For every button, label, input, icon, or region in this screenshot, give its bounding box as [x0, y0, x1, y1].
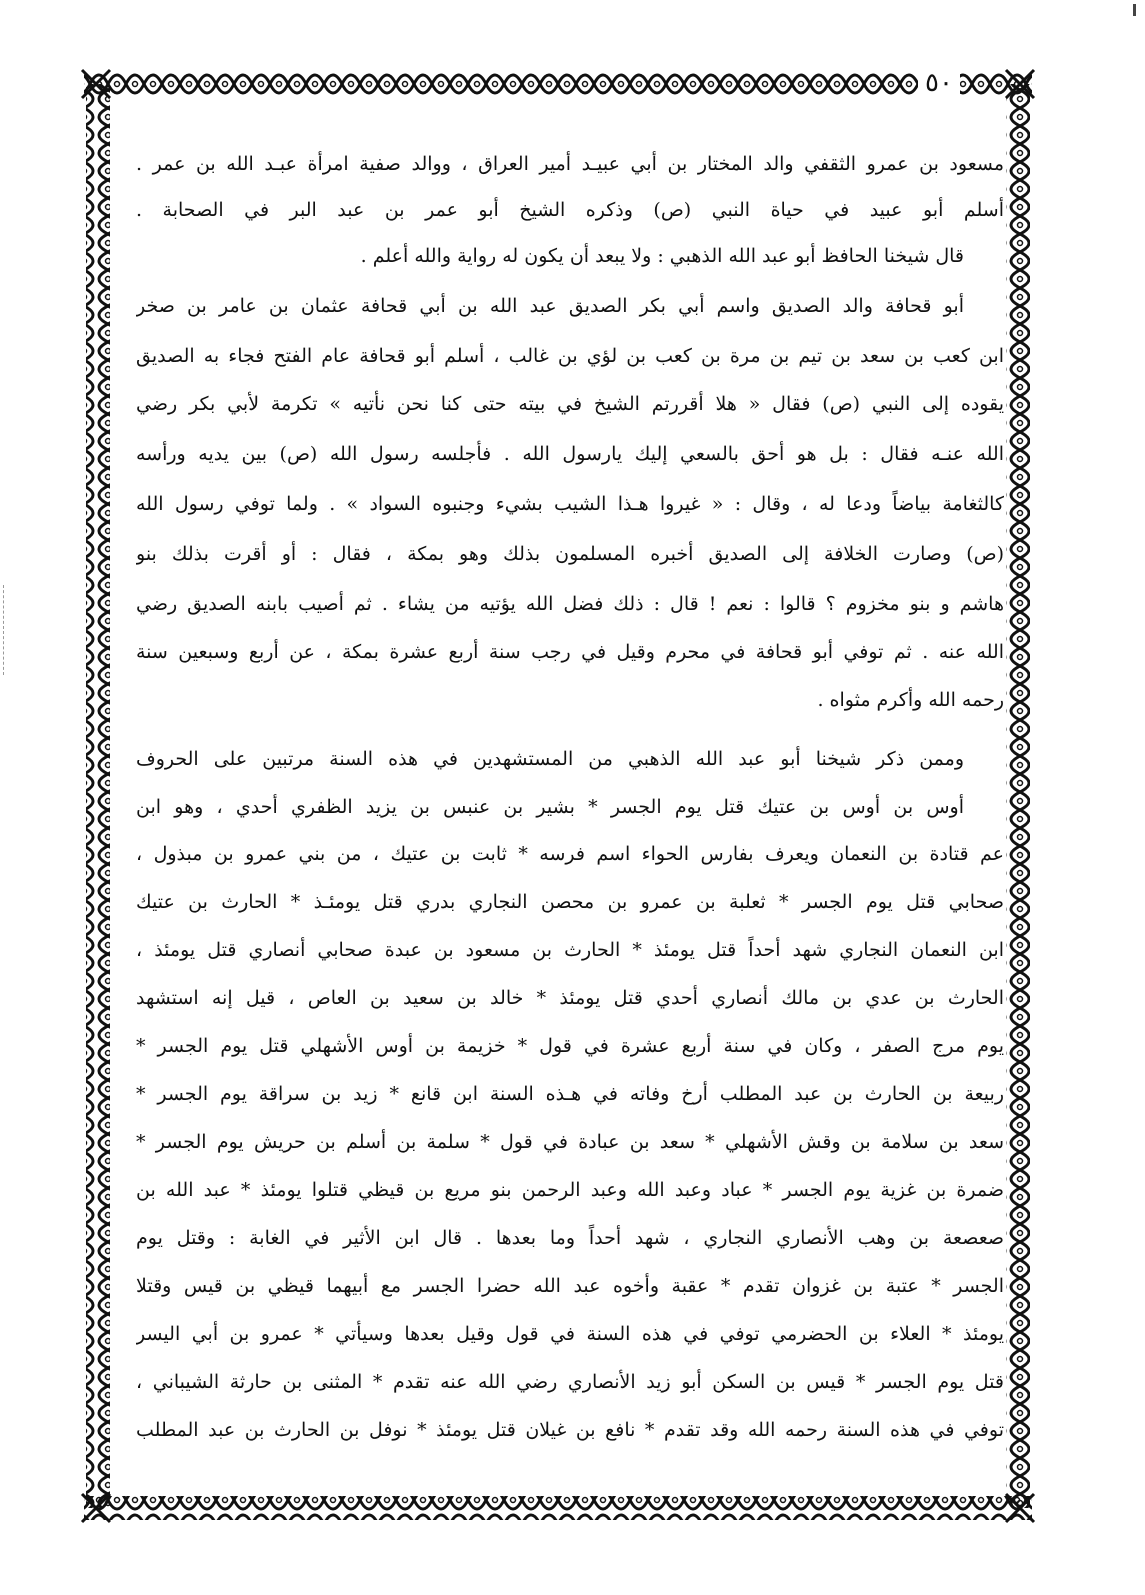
text-line: الله عنـه فقال : بل هو أحق بالسعي إليك يارسول الله . فأجلسه رسول الله (ص) بين يديه ورأسه	[136, 443, 1004, 465]
text-line: ابن النعمان النجاري شهد أحداً قتل يومئذ * الحارث بن مسعود بن عبدة صحابي أنصاري قتل يومئذ ،	[136, 939, 1004, 961]
border-bottom	[84, 1496, 1032, 1520]
border-left	[86, 84, 110, 1508]
text-line: الجسر * عتبة بن غزوان تقدم * عقبة وأخوه عبد الله حضرا الجسر مع أبيهما قيظي بن قيس وقتلا	[136, 1275, 1004, 1297]
text-line: توفي في هذه السنة رحمه الله وقد تقدم * نافع بن غيلان قتل يومئذ * نوفل بن الحارث بن عبد المطلب	[136, 1419, 1004, 1441]
text-line: يوم مرج الصفر ، وكان في سنة أربع عشرة في قول * خزيمة بن أوس الأشهلي قتل يوم الجسر *	[136, 1035, 1004, 1057]
page-number: ٥٠	[918, 68, 960, 98]
text-line: أبو قحافة والد الصديق واسم أبي بكر الصديق عبد الله بن أبي قحافة عثمان بن عامر بن صخر	[136, 295, 964, 317]
text-line: قتل يوم الجسر * قيس بن السكن أبو زيد الأنصاري رضي الله عنه تقدم * المثنى بن حارثة الشيباني ،	[136, 1371, 1004, 1393]
text-line: ابن كعب بن سعد بن تيم بن مرة بن كعب بن لؤي بن غالب ، أسلم أبو قحافة عام الفتح فجاء به الصديق	[136, 345, 1004, 367]
text-line: ربيعة بن الحارث بن عبد المطلب أرخ وفاته في هـذه السنة ابن قانع * زيد بن سراقة يوم الجسر *	[136, 1083, 1004, 1105]
text-line: رحمه الله وأكرم مثواه .	[817, 689, 1004, 711]
text-line: هاشم و بنو مخزوم ؟ قالوا : نعم ! قال : ذلك فضل الله يؤتيه من يشاء . ثم أصيب بابنه الصديق رضي	[136, 593, 1004, 615]
text-line: قال شيخنا الحافظ أبو عبد الله الذهبي : ولا يبعد أن يكون له رواية والله أعلم .	[360, 245, 964, 267]
text-line: يقوده إلى النبي (ص) فقال « هلا أقررتم الشيخ في بيته حتى كنا نحن نأتيه » تكرمة لأبي بكر رضي	[136, 393, 1004, 415]
text-line: وممن ذكر شيخنا أبو عبد الله الذهبي من المستشهدين في هذه السنة مرتبين على الحروف	[136, 748, 964, 770]
text-line: الله عنه . ثم توفي أبو قحافة في محرم وقيل في رجب سنة أربع عشرة بمكة ، عن أربع وسبعين سنة	[136, 641, 1004, 663]
text-line: يومئذ * العلاء بن الحضرمي توفي في هذه السنة في قول وقيل بعدها وسيأتي * عمرو بن أبي اليسر	[136, 1323, 1004, 1345]
border-top	[84, 72, 1032, 96]
text-line: أسلم أبو عبيد في حياة النبي (ص) وذكره الشيخ أبو عمر بن عبد البر في الصحابة .	[136, 199, 1004, 221]
text-body	[136, 145, 1004, 1490]
text-line: أوس بن أوس بن عتيك قتل يوم الجسر * بشير بن عنبس بن يزيد الظفري أحدي ، وهو ابن	[136, 796, 964, 818]
text-line: كالثغامة بياضاً ودعا له ، وقال : « غيروا هـذا الشيب بشيء وجنبوه السواد » . ولما توفي رسول الله	[136, 493, 1004, 515]
text-line: الحارث بن عدي بن مالك أنصاري أحدي قتل يومئذ * خالد بن سعيد بن العاص ، قيل إنه استشهد	[136, 987, 1004, 1009]
text-line: ضمرة بن غزية يوم الجسر * عباد وعبد الله وعبد الرحمن بنو مريع بن قيظي قتلوا يومئذ * عبد الله بن	[136, 1179, 1004, 1201]
border-right	[1006, 84, 1030, 1508]
text-line: (ص) وصارت الخلافة إلى الصديق أخبره المسلمون بذلك وهو بمكة ، فقال : أو أقرت بذلك بنو	[136, 543, 1004, 565]
scan-edge-mark	[3, 585, 5, 675]
text-line: سعد بن سلامة بن وقش الأشهلي * سعد بن عبادة في قول * سلمة بن أسلم بن حريش يوم الجسر *	[136, 1131, 1004, 1153]
text-line: مسعود بن عمرو الثقفي والد المختار بن أبي عبيـد أمير العراق ، ووالد صفية امرأة عبـد الله بن عمر .	[136, 153, 1004, 175]
margin-mark	[1133, 4, 1136, 16]
text-line: صحابي قتل يوم الجسر * ثعلبة بن عمرو بن محصن النجاري بدري قتل يومئـذ * الحارث بن عتيك	[136, 891, 1004, 913]
text-line: صعصعة بن وهب الأنصاري النجاري ، شهد أحداً وما بعدها . قال ابن الأثير في الغابة : وقتل يوم	[136, 1227, 1004, 1249]
text-line: عم قتادة بن النعمان ويعرف بفارس الحواء اسم فرسه * ثابت بن عتيك ، من بني عمرو بن مبذول ،	[136, 843, 1004, 865]
